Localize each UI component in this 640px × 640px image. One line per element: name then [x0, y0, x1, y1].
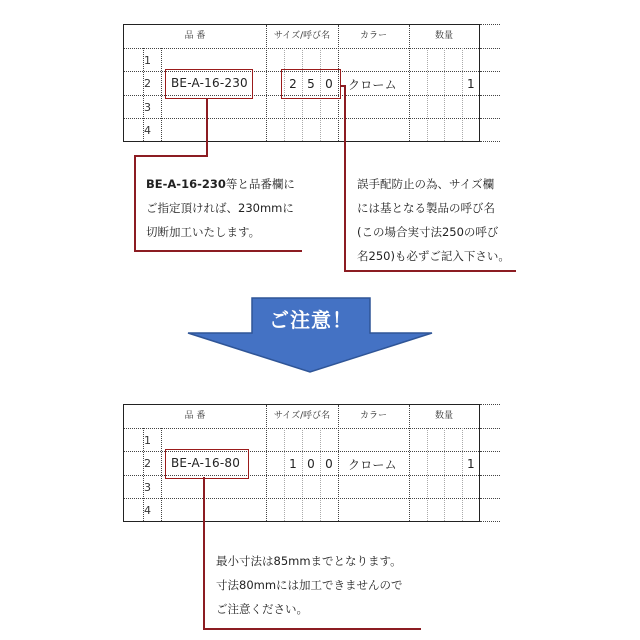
- callout-line: [344, 85, 346, 272]
- dotted-extension: [480, 428, 500, 429]
- color-value: クローム: [348, 458, 397, 472]
- callout-text-line: ご注意ください。: [216, 602, 308, 616]
- order-form-table-top: [123, 24, 480, 142]
- callout-text-line: 誤手配防止の為、サイズ欄: [357, 177, 495, 191]
- row-divider: [124, 118, 479, 119]
- row-number: 3: [144, 481, 151, 494]
- callout-text-line: 寸法80mmには加工できませんので: [216, 578, 403, 592]
- header-size: サイズ/呼び名: [273, 411, 331, 421]
- row-number: 4: [144, 124, 151, 137]
- row-number: 4: [144, 504, 151, 517]
- callout-left-text: [146, 172, 295, 244]
- table-header-row: [124, 405, 479, 429]
- divider: [409, 405, 410, 521]
- part-number-value: BE-A-16-80: [171, 456, 241, 470]
- callout-right-text: [357, 172, 510, 268]
- dotted-extension: [480, 118, 500, 119]
- dotted-extension: [480, 71, 500, 72]
- dotted-extension: [480, 404, 500, 405]
- order-form-table-bottom: [123, 404, 480, 522]
- callout-text-line: 切断加工いたします。: [146, 225, 261, 239]
- callout-line: [344, 270, 516, 272]
- divider: [409, 25, 410, 141]
- size-digit: 5: [307, 77, 315, 91]
- callout-text-line: には基となる製品の呼び名: [357, 201, 495, 215]
- header-quantity: 数量: [434, 31, 453, 41]
- callout-bottom-text: [216, 549, 403, 621]
- divider: [266, 25, 267, 141]
- callout-line: [203, 628, 421, 630]
- quantity-value: 1: [467, 457, 475, 471]
- color-value: クローム: [348, 78, 397, 92]
- callout-line: [203, 477, 205, 630]
- part-number-highlight: [165, 449, 249, 479]
- divider: [266, 405, 267, 521]
- callout-text-line: 等と品番欄に: [225, 177, 295, 191]
- size-digit: 0: [325, 457, 333, 471]
- callout-text-line: 名250)も必ずご記入下さい。: [357, 249, 510, 263]
- part-number-value: BE-A-16-230: [171, 76, 248, 90]
- dotted-extension: [480, 475, 500, 476]
- dotted-extension: [480, 95, 500, 96]
- table-header-row: [124, 25, 479, 49]
- callout-part-number: BE-A-16-230: [146, 177, 226, 191]
- dotted-extension: [480, 521, 500, 522]
- header-part-number: 品 番: [184, 411, 206, 421]
- callout-text-line: (この場合実寸法250の呼び: [357, 225, 499, 239]
- callout-line: [134, 250, 302, 252]
- size-digit: 2: [289, 77, 297, 91]
- header-part-number: 品 番: [184, 31, 206, 41]
- dotted-extension: [480, 48, 500, 49]
- row-divider: [124, 498, 479, 499]
- callout-text-line: ご指定頂ければ、230mmに: [146, 201, 294, 215]
- size-digit: 0: [307, 457, 315, 471]
- quantity-value: 1: [467, 77, 475, 91]
- header-color: カラー: [359, 31, 387, 41]
- header-size: サイズ/呼び名: [273, 31, 331, 41]
- row-number: 2: [144, 77, 151, 90]
- size-highlight: [281, 69, 341, 99]
- dotted-extension: [480, 141, 500, 142]
- callout-line: [206, 98, 208, 156]
- dotted-extension: [480, 498, 500, 499]
- row-number: 2: [144, 457, 151, 470]
- callout-text-line: 最小寸法は85mmまでとなります。: [216, 554, 402, 568]
- part-number-highlight: [165, 69, 253, 99]
- dotted-extension: [480, 24, 500, 25]
- divider: [338, 405, 339, 521]
- dotted-extension: [480, 451, 500, 452]
- row-number: 1: [144, 434, 151, 447]
- caution-label: ご注意！: [269, 308, 353, 332]
- row-number: 3: [144, 101, 151, 114]
- row-number: 1: [144, 54, 151, 67]
- callout-line: [134, 155, 136, 252]
- size-digit: 1: [289, 457, 297, 471]
- size-digit: 0: [325, 77, 333, 91]
- header-quantity: 数量: [434, 411, 453, 421]
- header-color: カラー: [359, 411, 387, 421]
- callout-line: [134, 155, 208, 157]
